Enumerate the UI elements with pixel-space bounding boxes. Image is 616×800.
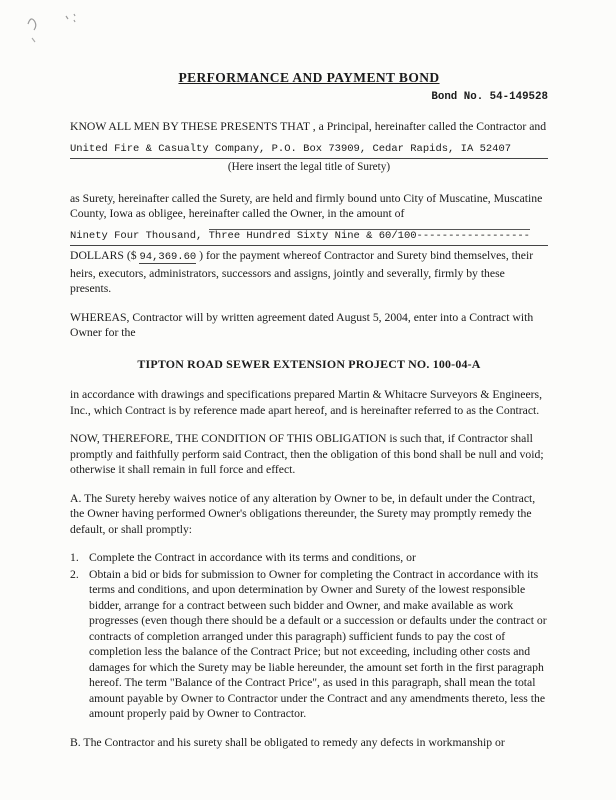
surety-name-line: United Fire & Casualty Company, P.O. Box 73909, Cedar Rapids, IA 52407 xyxy=(70,142,548,160)
list-item-1 xyxy=(70,550,548,566)
dollars-label: DOLLARS ($ xyxy=(70,249,140,262)
pencil-marks-icon xyxy=(22,8,86,50)
paragraph-now-therefore: NOW, THEREFORE, THE CONDITION OF THIS OBLIGATION is such that, if Contractor shall promptly and faithfully perform said Contract, then the obligation of this bond shall be null and void; otherwise it shall remain in full force and effect. xyxy=(70,432,544,476)
remedy-options-list xyxy=(70,550,548,722)
document-title: PERFORMANCE AND PAYMENT BOND xyxy=(178,70,440,85)
dollars-continuation: ) for the payment whereof Contractor and Surety bind themselves, their heirs, executors, administrators, successors and assigns, jointly and severally, firmly by these presents. xyxy=(70,249,534,295)
document-content xyxy=(70,70,548,763)
paragraph-whereas: WHEREAS, Contractor will by written agreement dated August 5, 2004, enter into a Contract with Owner for the xyxy=(70,310,534,339)
amount-words-part1: Ninety Four Thousand, xyxy=(70,229,209,242)
paragraph-know-all-men: KNOW ALL MEN BY THESE PRESENTS THAT , a Principal, hereinafter called the Contractor and xyxy=(70,120,547,133)
amount-words-part2: Three Hundred Sixty Nine & 60/100------------------ xyxy=(208,229,530,242)
paragraph-clause-a: A. The Surety hereby waives notice of any alteration by Owner to be, in default under the Contract, the Owner having performed Owner's obligations thereunder, the Surety may promptly remedy the default, or shall promptly: xyxy=(70,491,536,536)
list-item-text: Complete the Contract in accordance with its terms and conditions, or xyxy=(89,551,416,564)
list-item-2 xyxy=(70,567,548,722)
paragraph-clause-b: B. The Contractor and his surety shall be obligated to remedy any defects in workmanship or xyxy=(70,735,505,749)
paragraph-dollars xyxy=(70,248,548,297)
surety-caption: (Here insert the legal title of Surety) xyxy=(227,161,391,173)
list-item-number: 1. xyxy=(70,551,79,564)
paragraph-bound-unto: as Surety, hereinafter called the Surety, are held and firmly bound unto City of Muscatine, Muscatine County, Iowa as obligee, hereinafter called the Owner, in the amount of xyxy=(70,191,543,220)
list-item-number: 2. xyxy=(70,567,79,581)
bond-number: Bond No. 54-149528 xyxy=(431,90,548,103)
list-item-text: Obtain a bid or bids for submission to Owner for completing the Contract in accordance with its terms and conditions, and upon determination by Owner and Surety of the lowest responsible bidder, arrange for a contract between such bidder and Owner, and make available as work progresses (even though there should be a default or a succession or defaults under the contract or contracts of completion arranged under this paragraph) sufficient funds to pay the cost of completion less the balance of the Contract Price; but not exceeding, including other costs and damages for which the Surety may be liable hereunder, the amount set forth in the first paragraph hereof. The term "Balance of the Contract Price", as used in this paragraph, shall mean the total amount payable by Owner to Contractor under the Contract and any amendments thereto, less the amount properly paid by Owner to Contractor. xyxy=(89,567,547,720)
amount-figure: 94,369.60 xyxy=(139,251,197,263)
paragraph-accordance: in accordance with drawings and specifications prepared Martin & Whitacre Surveyors & Engineers, Inc., which Contract is by reference made apart hereof, and is hereinafter referred to as the Contract. xyxy=(70,388,542,417)
project-title: TIPTON ROAD SEWER EXTENSION PROJECT NO. 100-04-A xyxy=(137,356,481,371)
amount-words-line xyxy=(70,229,548,247)
